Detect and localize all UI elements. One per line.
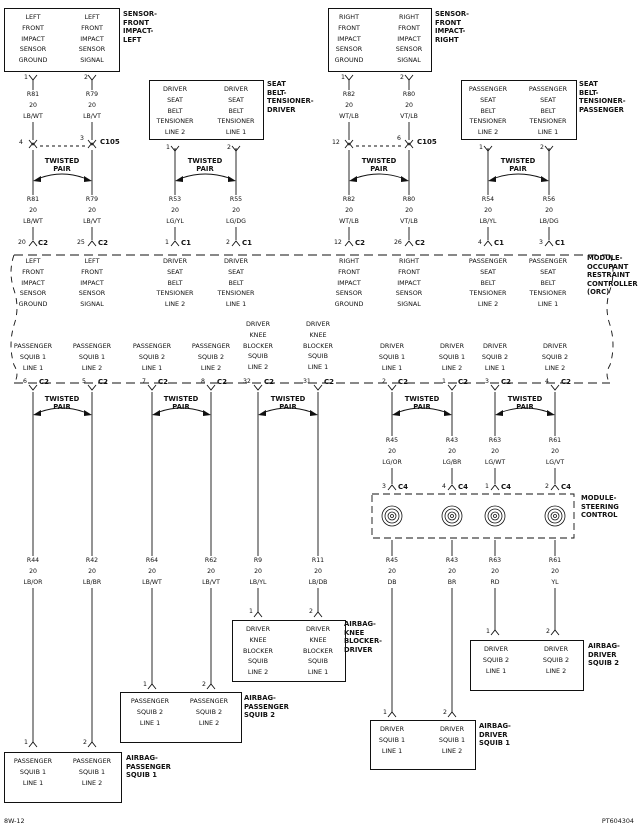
aps2-line1-cell: PASSENGER SQUIB 2 LINE 1 [130, 697, 170, 727]
pin-label: 1 [383, 709, 387, 716]
wire-r11: R11 20 LB/DB [305, 556, 331, 588]
connector-c4: C4 [458, 483, 469, 491]
sensor-front-impact-right-label: SENSOR- FRONT IMPACT- RIGHT [435, 10, 469, 44]
sfl-signal-cell: LEFT FRONT IMPACT SENSOR SIGNAL [78, 13, 106, 65]
wire-r45-upper: R45 20 LG/OR [379, 436, 405, 468]
pin-label: 1 [485, 483, 489, 490]
pin-label: 2 [382, 378, 386, 385]
orc-ps1l1: PASSENGER SQUIB 1 LINE 1 [13, 342, 53, 372]
sbd-line1-cell: DRIVER SEAT BELT TENSIONER LINE 1 [217, 85, 255, 137]
sbd-line2-cell: DRIVER SEAT BELT TENSIONER LINE 2 [156, 85, 194, 137]
orc-lf-signal: LEFT FRONT IMPACT SENSOR SIGNAL [78, 257, 106, 309]
pin-label: 2 [546, 628, 550, 635]
pin-label: 1 [24, 739, 28, 746]
module-orc-label: MODULE- OCCUPANT RESTRAINT CONTROLLER (ORC) [587, 254, 638, 297]
connector-c2: C2 [458, 378, 469, 386]
pin-label: 2 [227, 144, 231, 151]
wire-r9: R9 20 LB/YL [245, 556, 271, 588]
airbag-driver-squib1-label: AIRBAG- DRIVER SQUIB 1 [479, 722, 511, 748]
wire-r53: R53 20 LG/YL [162, 195, 188, 227]
orc-rf-signal: RIGHT FRONT IMPACT SENSOR SIGNAL [395, 257, 423, 309]
connector-c105-right: C105 [417, 138, 437, 146]
wire-r44: R44 20 LB/OR [20, 556, 46, 588]
wire-r43-lower: R43 20 BR [439, 556, 465, 588]
page-reference: 8W-12 [4, 817, 25, 825]
pin-label: 32 [243, 378, 251, 385]
connector-c2: C2 [158, 378, 169, 386]
pin-label: 4 [19, 139, 23, 146]
pin-label: 20 [18, 239, 26, 246]
pin-label: 1 [165, 239, 169, 246]
wire-r54: R54 20 LB/YL [475, 195, 501, 227]
pin-label: 1 [341, 74, 345, 81]
twisted-pair-label: TWISTED PAIR [500, 157, 536, 174]
connector-c2: C2 [501, 378, 512, 386]
wire-r43-upper: R43 20 LG/BR [439, 436, 465, 468]
pin-label: 4 [442, 483, 446, 490]
connector-c2: C2 [415, 239, 426, 247]
connector-c1: C1 [555, 239, 566, 247]
wire-r82-lower: R82 20 WT/LB [336, 195, 362, 227]
pin-label: 31 [303, 378, 311, 385]
orc-ps2l2: PASSENGER SQUIB 2 LINE 2 [191, 342, 231, 372]
pin-label: 2 [309, 608, 313, 615]
ads2-line1-cell: DRIVER SQUIB 2 LINE 1 [482, 645, 510, 675]
connector-c2: C2 [355, 239, 366, 247]
sbp-line1-cell: PASSENGER SEAT BELT TENSIONER LINE 1 [528, 85, 568, 137]
sfl-ground-cell: LEFT FRONT IMPACT SENSOR GROUND [18, 13, 48, 65]
pin-label: 1 [166, 144, 170, 151]
twisted-pair-label: TWISTED PAIR [404, 395, 440, 412]
connector-c4: C4 [561, 483, 572, 491]
connector-c4: C4 [501, 483, 512, 491]
twisted-pair-label: TWISTED PAIR [44, 157, 80, 174]
wire-r82-upper: R82 20 WT/LB [336, 90, 362, 122]
wire-r61-upper: R61 20 LG/VT [542, 436, 568, 468]
orc-ps2l1: PASSENGER SQUIB 2 LINE 1 [132, 342, 172, 372]
orc-drv-tens2: DRIVER SEAT BELT TENSIONER LINE 2 [156, 257, 194, 309]
pin-label: 1 [442, 378, 446, 385]
pin-label: 2 [84, 74, 88, 81]
connector-c1: C1 [242, 239, 253, 247]
wire-r55: R55 20 LG/DG [223, 195, 249, 227]
connector-c2: C2 [38, 239, 49, 247]
aps1-line2-cell: PASSENGER SQUIB 1 LINE 2 [72, 757, 112, 787]
pin-label: 2 [400, 74, 404, 81]
pin-label: 3 [539, 239, 543, 246]
module-steering-control-label: MODULE- STEERING CONTROL [581, 494, 619, 520]
pin-label: 8 [201, 378, 205, 385]
pin-label: 2 [202, 681, 206, 688]
wire-r80-lower: R80 20 VT/LB [396, 195, 422, 227]
orc-dkl2: DRIVER KNEE BLOCKER SQUIB LINE 2 [243, 320, 273, 372]
twisted-pair-label: TWISTED PAIR [507, 395, 543, 412]
orc-dkl1: DRIVER KNEE BLOCKER SQUIB LINE 1 [303, 320, 333, 372]
pin-label: 2 [83, 739, 87, 746]
pin-label: 1 [249, 608, 253, 615]
pin-label: 1 [486, 628, 490, 635]
airbag-passenger-squib2-label: AIRBAG- PASSENGER SQUIB 2 [244, 694, 289, 720]
pin-label: 1 [479, 144, 483, 151]
ads1-line2-cell: DRIVER SQUIB 1 LINE 2 [438, 725, 466, 755]
pin-label: 5 [82, 378, 86, 385]
pin-label: 1 [24, 74, 28, 81]
pin-label: 3 [382, 483, 386, 490]
connector-c2: C2 [98, 378, 109, 386]
pin-label: 26 [394, 239, 402, 246]
airbag-passenger-squib1-label: AIRBAG- PASSENGER SQUIB 1 [126, 754, 171, 780]
connector-c2: C2 [398, 378, 409, 386]
akd-line1-cell: DRIVER KNEE BLOCKER SQUIB LINE 1 [303, 625, 333, 677]
pin-label: 2 [540, 144, 544, 151]
twisted-pair-label: TWISTED PAIR [44, 395, 80, 412]
twisted-pair-label: TWISTED PAIR [163, 395, 199, 412]
pin-label: 2 [443, 709, 447, 716]
airbag-knee-blocker-driver-label: AIRBAG- KNEE BLOCKER- DRIVER [344, 620, 383, 654]
wire-r42: R42 20 LB/BR [79, 556, 105, 588]
orc-ps1l2: PASSENGER SQUIB 1 LINE 2 [72, 342, 112, 372]
wire-r79-upper: R79 20 LB/VT [79, 90, 105, 122]
seat-belt-tensioner-driver-label: SEAT BELT- TENSIONER- DRIVER [267, 80, 314, 114]
wire-r63-upper: R63 20 LG/WT [482, 436, 508, 468]
orc-pas-tens1: PASSENGER SEAT BELT TENSIONER LINE 1 [528, 257, 568, 309]
pin-label: 2 [545, 483, 549, 490]
connector-c2: C2 [324, 378, 335, 386]
pin-label: 4 [478, 239, 482, 246]
pin-label: 12 [334, 239, 342, 246]
wire-r63-lower: R63 20 RD [482, 556, 508, 588]
connector-c2: C2 [264, 378, 275, 386]
connector-c2: C2 [217, 378, 228, 386]
wire-r61-lower: R61 20 YL [542, 556, 568, 588]
pin-label: 7 [142, 378, 146, 385]
twisted-pair-label: TWISTED PAIR [187, 157, 223, 174]
ads1-line1-cell: DRIVER SQUIB 1 LINE 1 [378, 725, 406, 755]
orc-rf-ground: RIGHT FRONT IMPACT SENSOR GROUND [334, 257, 364, 309]
wire-r56: R56 20 LB/DG [536, 195, 562, 227]
wire-r64: R64 20 LB/WT [139, 556, 165, 588]
orc-ds2l1: DRIVER SQUIB 2 LINE 1 [481, 342, 509, 372]
sfr-signal-cell: RIGHT FRONT IMPACT SENSOR SIGNAL [395, 13, 423, 65]
wire-r79-lower: R79 20 LB/VT [79, 195, 105, 227]
connector-c2: C2 [39, 378, 50, 386]
pin-label: 25 [77, 239, 85, 246]
connector-c1: C1 [181, 239, 192, 247]
connector-c2: C2 [98, 239, 109, 247]
orc-pas-tens2: PASSENGER SEAT BELT TENSIONER LINE 2 [468, 257, 508, 309]
connector-c2: C2 [561, 378, 572, 386]
connector-c4: C4 [398, 483, 409, 491]
pin-label: 3 [80, 135, 84, 142]
orc-drv-tens1: DRIVER SEAT BELT TENSIONER LINE 1 [217, 257, 255, 309]
aps2-line2-cell: PASSENGER SQUIB 2 LINE 2 [189, 697, 229, 727]
pin-label: 4 [545, 378, 549, 385]
wire-r45-lower: R45 20 DB [379, 556, 405, 588]
akd-line2-cell: DRIVER KNEE BLOCKER SQUIB LINE 2 [243, 625, 273, 677]
sensor-front-impact-left-label: SENSOR- FRONT IMPACT- LEFT [123, 10, 157, 44]
wire-r80-upper: R80 20 VT/LB [396, 90, 422, 122]
seat-belt-tensioner-passenger-label: SEAT BELT- TENSIONER- PASSENGER [579, 80, 626, 114]
orc-ds1l1: DRIVER SQUIB 1 LINE 1 [378, 342, 406, 372]
figure-id: PT604304 [601, 817, 634, 825]
orc-ds2l2: DRIVER SQUIB 2 LINE 2 [541, 342, 569, 372]
aps1-line1-cell: PASSENGER SQUIB 1 LINE 1 [13, 757, 53, 787]
connector-c1: C1 [494, 239, 505, 247]
twisted-pair-label: TWISTED PAIR [361, 157, 397, 174]
sfr-ground-cell: RIGHT FRONT IMPACT SENSOR GROUND [334, 13, 364, 65]
wire-r81-lower: R81 20 LB/WT [20, 195, 46, 227]
ads2-line2-cell: DRIVER SQUIB 2 LINE 2 [542, 645, 570, 675]
sbp-line2-cell: PASSENGER SEAT BELT TENSIONER LINE 2 [468, 85, 508, 137]
airbag-driver-squib2-label: AIRBAG- DRIVER SQUIB 2 [588, 642, 620, 668]
wire-r81-upper: R81 20 LB/WT [20, 90, 46, 122]
pin-label: 6 [397, 135, 401, 142]
pin-label: 2 [226, 239, 230, 246]
connector-c105-left: C105 [100, 138, 120, 146]
twisted-pair-label: TWISTED PAIR [270, 395, 306, 412]
orc-lf-ground: LEFT FRONT IMPACT SENSOR GROUND [18, 257, 48, 309]
pin-label: 1 [143, 681, 147, 688]
pin-label: 3 [485, 378, 489, 385]
orc-ds1l2: DRIVER SQUIB 1 LINE 2 [438, 342, 466, 372]
pin-label: 6 [23, 378, 27, 385]
pin-label: 12 [332, 139, 340, 146]
wire-r62: R62 20 LB/VT [198, 556, 224, 588]
